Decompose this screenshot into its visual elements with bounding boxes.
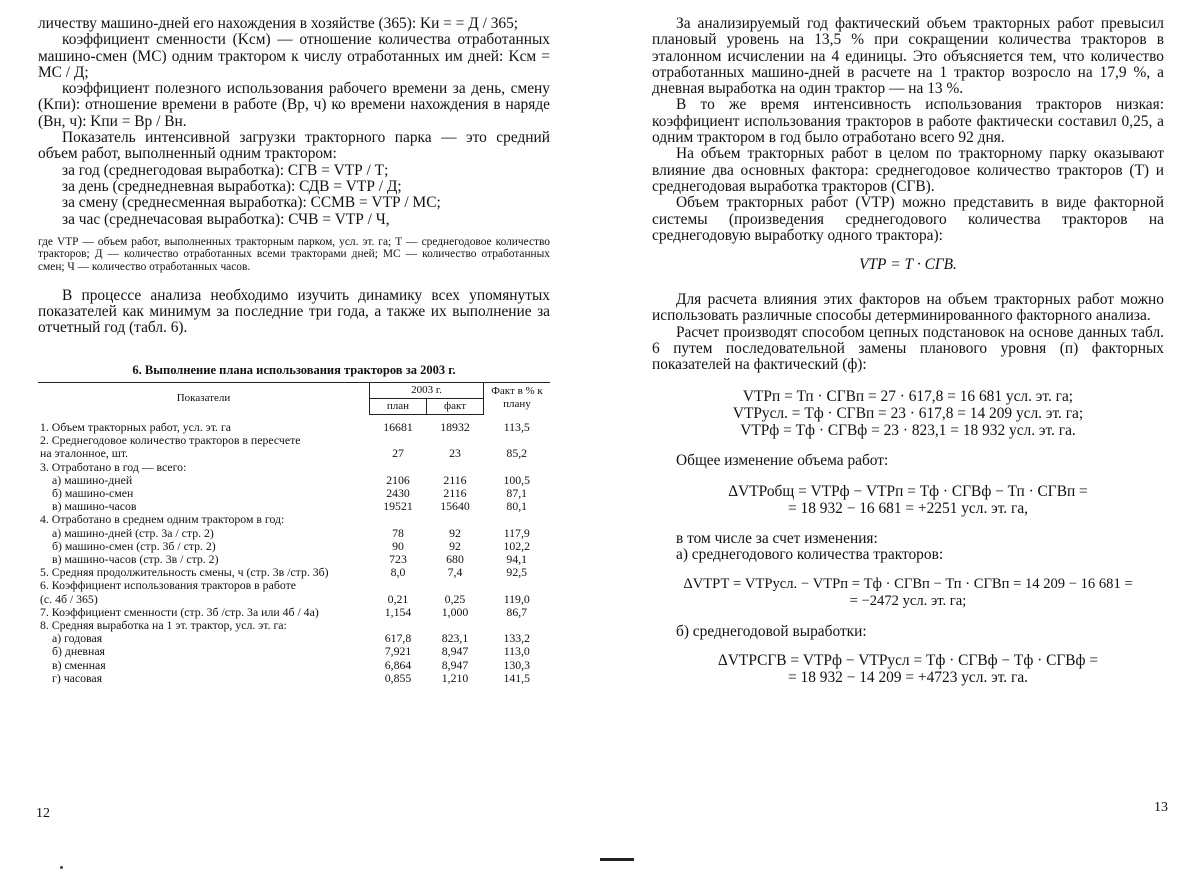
cell-pct: 113,0	[503, 644, 530, 659]
row-label: 8. Средняя выработка на 1 эт. трактор, усл. эт. га:	[40, 617, 287, 632]
table-row	[38, 447, 550, 460]
paragraph: За анализируемый год фактический объем тракторных работ превысил плановый уровень на 13,5 % при сокращении количества тракторов в эталонном исчислении на 4 единицы. Это объясняется тем, что количество отработанных машино-дней в расчете на 1 трактор возросло на 17,9 %, а дневная выработка на один трактор — на 13 %.	[652, 15, 1164, 98]
cell-fact: 823,1	[441, 631, 469, 646]
formula-group	[652, 483, 1164, 517]
cell-fact: 1,210	[441, 670, 469, 685]
formula: VТРф = Тф · СГВф = 23 · 823,1 = 18 932 усл. эт. га.	[740, 421, 1076, 439]
row-label: 3. Отработано в год — всего:	[40, 459, 187, 474]
cell-fact	[427, 461, 484, 474]
table-row	[38, 540, 550, 553]
row-label: б) дневная	[52, 644, 105, 659]
formula: VТРусл. = Тф · СГВп = 23 · 617,8 = 14 209 усл. эт. га;	[732, 404, 1084, 422]
table-row	[38, 579, 550, 592]
usage-table	[38, 382, 550, 685]
cell-plan: 1,154	[384, 604, 412, 619]
paragraph: В то же время интенсивность использования тракторов низкая: коэффициент использования тракторов в работе фактически составил 0,25, а одним трактором в год было отработано всего 92 дня.	[652, 96, 1164, 147]
paragraph: Показатель интенсивной загрузки тракторного парка — это средний объем работ, выполненный одним трактором:	[38, 129, 550, 163]
row-label: а) машино-дней (стр. 3а / стр. 2)	[52, 525, 214, 540]
row-label: в) сменная	[52, 657, 106, 672]
table-row	[38, 659, 550, 672]
header-plan: план	[370, 398, 427, 414]
cell-pct: 130,3	[503, 657, 531, 672]
cell-pct: 94,1	[506, 551, 528, 566]
header-year: 2003 г.	[370, 382, 484, 398]
paragraph: В процессе анализа необходимо изучить динамику всех упомянутых показателей как минимум за последние три года, а также их выполнение за отчетный год (табл. 6).	[38, 286, 550, 337]
cell-plan: 2106	[386, 472, 410, 487]
right-text-column	[652, 16, 1164, 686]
row-label: 5. Средняя продолжительность смены, ч (стр. 3в /стр. 3б)	[40, 565, 329, 580]
center-dash	[600, 858, 634, 861]
page-number: 12	[36, 806, 50, 821]
paragraph: Общее изменение объема работ:	[676, 451, 889, 469]
row-label: в) машино-часов (стр. 3в / стр. 2)	[52, 551, 219, 566]
cell-fact	[427, 513, 484, 526]
paragraph: Расчет производят способом цепных подстановок на основе данных табл. 6 путем последовательной замены планового уровня (п) факторных показателей на фактический (ф):	[652, 323, 1164, 374]
row-label: (с. 4б / 365)	[40, 591, 98, 606]
row-label: в) машино-часов	[52, 499, 137, 514]
cell-pct: 86,7	[506, 604, 528, 619]
cell-fact: 23	[449, 446, 461, 461]
cell-plan: 19521	[383, 499, 413, 514]
cell-plan: 0,855	[384, 670, 412, 685]
cell-pct: 102,2	[503, 538, 531, 553]
cell-plan: 7,921	[384, 644, 412, 659]
footnote: где VТР — объем работ, выполненных тракторным парком, усл. эт. га; Т — среднегодовое количество тракторов; Д — количество отработанных всеми тракторами дней; МС — количество отработанных смен; Ч — количество отработанных часов.	[38, 235, 550, 274]
cell-fact: 2116	[443, 472, 467, 487]
cell-fact	[427, 579, 484, 592]
cell-fact: 92	[449, 525, 461, 540]
cell-pct: 80,1	[506, 499, 528, 514]
cell-pct: 119,0	[503, 591, 530, 606]
cell-plan: 90	[392, 538, 404, 553]
cell-pct	[484, 579, 551, 592]
table-row	[38, 414, 550, 434]
table-row	[38, 461, 550, 474]
table-row	[38, 632, 550, 645]
row-label: 7. Коэффициент сменности (стр. 3б /стр. 3а или 4б / 4а)	[40, 604, 319, 619]
table-row	[38, 513, 550, 526]
table-row	[38, 606, 550, 619]
paragraph: На объем тракторных работ в целом по тракторному парку оказывают влияние два основных фактора: среднегодовое количество тракторов (Т) и среднегодовая выработка тракторов (СГВ).	[652, 145, 1164, 195]
formula-group	[652, 576, 1164, 610]
cell-plan	[370, 461, 427, 474]
cell-pct: 141,5	[503, 670, 531, 685]
table-row	[38, 474, 550, 487]
table-caption: 6. Выполнение плана использования тракторов за 2003 г.	[132, 362, 456, 377]
cell-pct: 117,9	[503, 525, 530, 540]
cell-fact: 18932	[440, 419, 470, 434]
row-label: 4. Отработано в среднем одним трактором в год:	[40, 512, 285, 527]
formula: VТРп = Тп · СГВп = 27 · 617,8 = 16 681 усл. эт. га;	[742, 387, 1074, 405]
formula-line: за год (среднегодовая выработка): СГВ = VТР / Т;	[62, 161, 389, 179]
cell-plan	[370, 513, 427, 526]
cell-fact: 8,947	[441, 657, 469, 672]
paragraph: б) среднегодовой выработки:	[676, 622, 867, 640]
formula-group	[652, 652, 1164, 686]
header-indicators: Показатели	[38, 382, 370, 414]
table-row	[38, 645, 550, 658]
row-label: б) машино-смен	[52, 485, 134, 500]
paragraph: Объем тракторных работ (VТР) можно представить в виде факторной системы (произведения среднегодового количества тракторов на среднегодовую выработку одного трактора):	[652, 194, 1164, 244]
table-row	[38, 672, 550, 685]
cell-plan: 723	[389, 551, 407, 566]
row-label: на эталонное, шт.	[40, 446, 129, 461]
formula-group	[652, 388, 1164, 439]
left-text-column	[38, 16, 550, 685]
row-label: 2. Среднегодовое количество тракторов в пересчете	[40, 433, 301, 448]
cell-plan: 6,864	[384, 657, 412, 672]
cell-pct	[484, 513, 551, 526]
row-label: б) машино-смен (стр. 3б / стр. 2)	[52, 538, 216, 553]
scan-speck	[60, 866, 63, 869]
table-row	[38, 619, 550, 632]
row-label: а) машино-дней	[52, 472, 133, 487]
formula: = 18 932 − 14 209 = +4723 усл. эт. га.	[788, 668, 1028, 686]
cell-plan: 78	[392, 525, 404, 540]
header-pct: Факт в % к плану	[484, 382, 551, 414]
cell-pct	[484, 461, 551, 474]
cell-plan: 2430	[386, 485, 410, 500]
formula: ΔVТРобщ = VТРф − VТРп = Тф · СГВф − Тп · СГВп =	[728, 482, 1088, 500]
formula: VТР = Т · СГВ.	[859, 256, 957, 274]
table-row	[38, 593, 550, 606]
cell-fact: 0,25	[444, 591, 466, 606]
formula: = 18 932 − 16 681 = +2251 усл. эт. га,	[788, 499, 1028, 517]
cell-fact: 680	[446, 551, 464, 566]
paragraph: коэффициент сменности (Kсм) — отношение количества отработанных машино-смен (МС) одним трактором к числу отработанных им дней: Kсм = МС / Д;	[38, 31, 550, 81]
cell-plan: 27	[392, 446, 404, 461]
formula: ΔVТРТ = VТРусл. − VТРп = Тф · СГВп − Тп · СГВп = 14 209 − 16 681 =	[683, 575, 1133, 592]
cell-plan	[370, 579, 427, 592]
cell-plan: 8,0	[390, 565, 406, 580]
cell-fact: 8,947	[441, 644, 469, 659]
row-label: 1. Объем тракторных работ, усл. эт. га	[40, 419, 231, 434]
cell-pct: 92,5	[506, 565, 528, 580]
table-row	[38, 527, 550, 540]
paragraph: личеству машино-дней его нахождения в хозяйстве (365): Kи = = Д / 365;	[38, 15, 519, 32]
table-body	[38, 414, 550, 685]
cell-pct: 87,1	[506, 485, 528, 500]
row-label: г) часовая	[52, 670, 103, 685]
cell-fact: 2116	[443, 485, 467, 500]
row-label: а) годовая	[52, 631, 103, 646]
paragraph: в том числе за счет изменения:	[676, 529, 878, 547]
cell-plan: 16681	[383, 419, 413, 434]
row-label: 6. Коэффициент использования тракторов в работе	[40, 578, 296, 593]
formula: ΔVТРСГВ = VТРф − VТРусл = Тф · СГВф − Тф · СГВф =	[717, 651, 1099, 669]
right-page	[600, 0, 1200, 872]
formula: = −2472 усл. эт. га;	[849, 592, 967, 609]
cell-pct: 133,2	[503, 631, 531, 646]
cell-fact: 7,4	[447, 565, 463, 580]
page-number: 13	[1154, 800, 1168, 815]
formula-line: за час (среднечасовая выработка): СЧВ = VТР / Ч,	[62, 210, 390, 228]
paragraph: Для расчета влияния этих факторов на объем тракторных работ можно использовать различные способы детерминированного факторного анализа.	[652, 291, 1164, 325]
cell-pct: 85,2	[506, 446, 528, 461]
cell-pct: 100,5	[503, 472, 531, 487]
cell-fact: 15640	[440, 499, 470, 514]
cell-plan: 0,21	[387, 591, 409, 606]
cell-pct: 113,5	[503, 419, 530, 434]
formula-line: за смену (среднесменная выработка): ССМВ = VТР / МС;	[62, 194, 441, 212]
paragraph: а) среднегодового количества тракторов:	[676, 546, 944, 564]
header-fact: факт	[427, 398, 484, 414]
paragraph: коэффициент полезного использования рабочего времени за день, смену (Kпи): отношение времени в работе (Bр, ч) ко времени нахождения в наряде (Bн, ч): Kпи = Bр / Bн.	[38, 80, 550, 130]
cell-fact: 1,000	[441, 604, 469, 619]
formula-line: за день (среднедневная выработка): СДВ = VТР / Д;	[62, 177, 402, 195]
cell-plan: 617,8	[384, 631, 412, 646]
cell-fact: 92	[449, 538, 461, 553]
